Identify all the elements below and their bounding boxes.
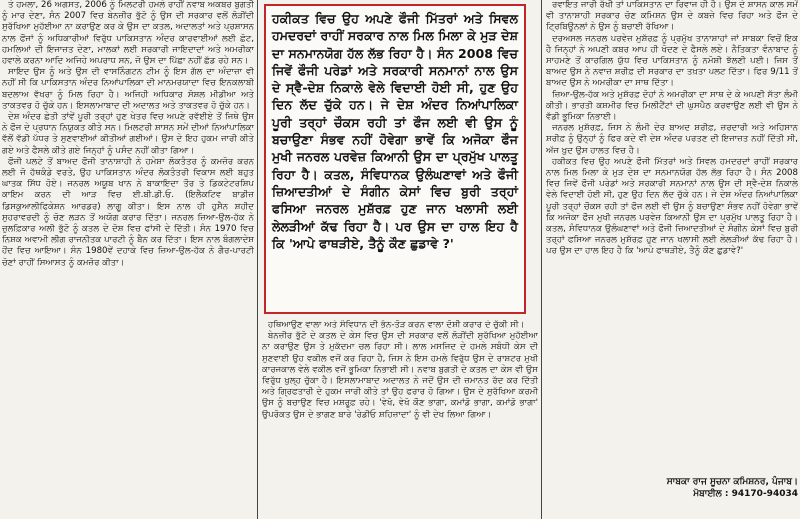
paragraph: ਹਕੀਕਤ ਵਿਚ ਉਹ ਅਪਣੇ ਫੌਜੀ ਮਿੱਤਰਾਂ ਅਤੇ ਸਿਵਲ ਹਮਦਰਦਾਂ ਰਾਹੀਂ ਸਰਕਾਰ ਨਾਲ ਮਿਲ ਮਿਲਾ ਕੇ ਮੁੜ ਦੇਸ਼ ਦਾ ਸਨਮਾਨਯੋਗ ਹੱਲ ਲੱਭ ਰਿਹਾ ਹੈ। ਸੰਨ 2008 ਵਿਚ ਜਿਵੇਂ ਫੌਜੀ ਪਰੇਡਾਂ ਅਤੇ ਸਰਕਾਰੀ ਸਨਮਾਨਾਂ ਨਾਲ ਉਸ ਦੀ ਸ੍ਵੈ-ਦੇਸ਼ ਨਿਕਾਲੇ ਵੇਲੇ ਵਿਦਾਈ ਹੋਈ ਸੀ, ਹੁਣ ਉਹ ਦਿਨ ਲੱਦ ਚੁੱਕੇ ਹਨ। ਜੇ ਦੇਸ਼ ਅੰਦਰ ਨਿਆਂਪਾਲਿਕਾ ਪੂਰੀ ਤਰ੍ਹਾਂ ਚੌਕਸ ਰਹੀ ਤਾਂ ਫੌਜ ਲਈ ਵੀ ਉਸ ਨੂੰ ਬਚਾਉਣਾ ਸੰਭਵ ਨਹੀਂ ਹੋਵੇਗਾ ਭਾਵੇਂ ਕਿ ਅਜੋਕਾ ਫੌਜ ਮੁਖੀ ਜਨਰਲ ਪਰਵੇਜ਼ ਕਿਆਨੀ ਉਸ ਦਾ ਪ੍ਰਮੁੱਖ ਪਾਲਤੂ ਰਿਹਾ ਹੈ। ਕਤਲ, ਸੰਵਿਧਾਨਕ ਉਲੰਘਣਾਵਾਂ ਅਤੇ ਫੌਜੀ ਜ਼ਿਆਦਤੀਆਂ ਦੇ ਸੰਗੀਨ ਕੇਸਾਂ ਵਿਚ ਬੁਰੀ ਤਰ੍ਹਾਂ ਫਸਿਆ ਜਨਰਲ ਮੁਸ਼ੱਰਫ਼ ਹੁਣ ਜਾਨ ਖਲਾਸੀ ਲਈ ਲੇਲੜੀਆਂ ਕੱਢ ਰਿਹਾ ਹੈ। ਪਰ ਉਸ ਦਾ ਹਾਲ ਇਹ ਹੈ ਕਿ 'ਆਪੇ ਫਾਥੜੀਏ, ਤੈਨੂੰ ਕੌਣ ਛੁਡਾਵੇ?' — [546, 156, 798, 257]
middle-text-column — [262, 320, 538, 516]
paragraph: ਫੌਜੀ ਪਲਟੇ ਤੋਂ ਬਾਅਦ ਫੌਜੀ ਤਾਨਾਸ਼ਾਹੀ ਨੇ ਹਮੇਸ਼ਾ ਲੋਕਤੰਤਰ ਨੂੰ ਕਮਜ਼ੋਰ ਕਰਨ ਲਈ ਜੋ ਹੱਥਕੰਡੇ ਵਰਤੇ, ਉਹ ਪਾਕਿਸਤਾਨ ਅੰਦਰ ਲੋਕਤੰਤਰੀ ਵਿਕਾਸ ਲਈ ਬਹੁਤ ਘਾਤਕ ਸਿੱਧ ਹੋਏ। ਜਨਰਲ ਅਯੂਬ ਖਾਨ ਨੇ ਬਾਕਾਇਦਾ ਤੌਰ ਤੇ ਡਿਕਟੇਟਰਸ਼ਿਪ ਕਾਇਮ ਕਰਨ ਦੀ ਆੜ ਵਿਚ ਈ.ਬੀ.ਡੀ.ਓ. (ਇਲੈਕਟਿਵ ਬਾਡੀਜ਼ ਡਿਸਕੁਆਲੀਫਿਕੇਸ਼ਨ ਆਰਡਰ) ਲਾਗੂ ਕੀਤਾ। ਇਸ ਨਾਲ ਹੀ ਹੁਸੈਨ ਸ਼ਹੀਦ ਸੁਹਰਾਵਰਦੀ ਨੂੰ ਚੋਣ ਲੜਨ ਤੋਂ ਅਯੋਗ ਕਰਾਰ ਦਿੱਤਾ। ਜਨਰਲ ਜ਼ਿਆ-ਉਲ-ਹੱਕ ਨੇ ਜ਼ੁਲਫ਼ਿਕਾਰ ਅਲੀ ਭੁੱਟੋ ਨੂੰ ਕਤਲ ਦੇ ਦੋਸ਼ ਵਿਚ ਫਾਂਸੀ ਦੇ ਦਿੱਤੀ। ਸੰਨ 1970 ਵਿਚ ਨਿਸ਼ਕ ਅਵਾਮੀ ਲੀਗ ਰਾਜਨੀਤਕ ਪਾਰਟੀ ਨੂੰ ਬੈਨ ਕਰ ਦਿੱਤਾ। ਇਸ ਨਾਲ ਬੰਗਲਾਦੇਸ਼ ਹੋਂਦ ਵਿਚ ਆਇਆ। ਸੰਨ 1980ਵੇਂ ਦਹਾਕੇ ਵਿਚ ਜ਼ਿਆ-ਉਲ-ਹੱਕ ਨੇ ਗੈਰ-ਪਾਰਟੀ ਚੋਣਾਂ ਰਾਹੀਂ ਸਿਆਸਤ ਨੂੰ ਕਮਜ਼ੋਰ ਕੀਤਾ। — [2, 156, 254, 268]
paragraph: ਦਰਅਸਲ ਜਨਰਲ ਪਰਵੇਜ਼ ਮੁਸ਼ੱਰਫ਼ ਨੂੰ ਪ੍ਰਮੁੱਖ ਤਾਨਾਸ਼ਾਹਾਂ ਜਾਂ ਸਾਬਕਾ ਵਿਚੋਂ ਇਕ ਹੈ ਜਿਨ੍ਹਾਂ ਨੇ ਅਪਣੀ ਕਬਰ ਆਪ ਹੀ ਖੋਦਣ ਦੇ ਫੈਸਲੇ ਲਏ। ਨੈਤਿਕਤਾ ਵੰਨਾਬਾਦ ਨੂੰ ਸਾਹਮਣੇ ਤੋਂ ਕਾਰਗਿਲ ਯੁੱਧ ਵਿਚ ਪਾਕਿਸਤਾਨ ਨੂੰ ਨਮੋਸ਼ੀ ਝੱਲਣੀ ਪਈ। ਜਿਸ ਤੋਂ ਬਾਅਦ ਉਸ ਨੇ ਨਵਾਜ਼ ਸ਼ਰੀਫ਼ ਦੀ ਸਰਕਾਰ ਦਾ ਤਖ਼ਤਾ ਪਲਟ ਦਿੱਤਾ। ਫਿਰ 9/11 ਤੋਂ ਬਾਅਦ ਉਸ ਨੇ ਅਮਰੀਕਾ ਦਾ ਸਾਥ ਦਿੱਤਾ। — [546, 33, 798, 89]
pull-quote-text: ਹਕੀਕਤ ਵਿਚ ਉਹ ਅਪਣੇ ਫੌਜੀ ਮਿੱਤਰਾਂ ਅਤੇ ਸਿਵਲ ਹਮਦਰਦਾਂ ਰਾਹੀਂ ਸਰਕਾਰ ਨਾਲ ਮਿਲ ਮਿਲਾ ਕੇ ਮੁੜ ਦੇਸ਼ ਦਾ ਸਨਮਾਨਯੋਗ ਹੱਲ ਲੱਭ ਰਿਹਾ ਹੈ। ਸੰਨ 2008 ਵਿਚ ਜਿਵੇਂ ਫੌਜੀ ਪਰੇਡਾਂ ਅਤੇ ਸਰਕਾਰੀ ਸਨਮਾਨਾਂ ਨਾਲ ਉਸ ਦੇ ਸ੍ਵੈ-ਦੇਸ਼ ਨਿਕਾਲੇ ਵੇਲੇ ਵਿਦਾਈ ਹੋਈ ਸੀ, ਹੁਣ ਉਹ ਦਿਨ ਲੱਦ ਚੁੱਕੇ ਹਨ। ਜੇ ਦੇਸ਼ ਅੰਦਰ ਨਿਆਂਪਾਲਿਕਾ ਪੂਰੀ ਤਰ੍ਹਾਂ ਚੌਕਸ ਰਹੀ ਤਾਂ ਫੌਜ ਲਈ ਵੀ ਉਸ ਨੂੰ ਬਚਾਉਣਾ ਸੰਭਵ ਨਹੀਂ ਹੋਵੇਗਾ ਭਾਵੇਂ ਕਿ ਅਜੋਕਾ ਫੌਜ ਮੁਖੀ ਜਨਰਲ ਪਰਵੇਜ਼ ਕਿਆਨੀ ਉਸ ਦਾ ਪ੍ਰਮੁੱਖ ਪਾਲਤੂ ਰਿਹਾ ਹੈ। ਕਤਲ, ਸੰਵਿਧਾਨਕ ਉਲੰਘਣਾਵਾਂ ਅਤੇ ਫੌਜੀ ਜ਼ਿਆਦਤੀਆਂ ਦੇ ਸੰਗੀਨ ਕੇਸਾਂ ਵਿਚ ਬੁਰੀ ਤਰ੍ਹਾਂ ਫਸਿਆ ਜਨਰਲ ਮੁਸ਼ੱਰਫ਼ ਹੁਣ ਜਾਨ ਖਲਾਸੀ ਲਈ ਲੇਲੜੀਆਂ ਕੱਢ ਰਿਹਾ ਹੈ। ਪਰ ਉਸ ਦਾ ਹਾਲ ਇਹ ਹੈ ਕਿ 'ਆਪੇ ਫਾਥੜੀਏ, ਤੈਨੂੰ ਕੌਣ ਛੁਡਾਵੇ ?' — [272, 11, 518, 251]
paragraph: ਜਨਰਲ ਮੁਸ਼ੱਰਫ਼, ਜਿਸ ਨੇ ਲੰਮੀ ਦੇਰ ਬਾਅਦ ਸ਼ਰੀਫ਼, ਜ਼ਰਦਾਰੀ ਅਤੇ ਅਹਿਸਾਨ ਸ਼ਰੀਫ਼ ਨੂੰ ਉਨ੍ਹਾਂ ਨੂੰ ਫਿਰ ਕਦੇ ਵੀ ਦੇਸ਼ ਅੰਦਰ ਪਰਤਣ ਦੀ ਇਜਾਜ਼ਤ ਨਹੀਂ ਦਿੱਤੀ ਸੀ, ਅੱਜ ਖ਼ੁਦ ਉਸ ਹਾਲਤ ਵਿਚ ਹੈ। — [546, 123, 798, 156]
right-text-column — [546, 0, 798, 474]
paragraph: ਹਥਿਆਉਣ ਵਾਲਾ ਅਤੇ ਸੰਵਿਧਾਨ ਦੀ ਭੰਨ-ਤੋੜ ਕਰਨ ਵਾਲਾ ਦੋਸ਼ੀ ਕਰਾਰ ਦੇ ਚੁੱਕੀ ਸੀ। — [268, 320, 525, 330]
paragraph: ਬੇਨਜ਼ੀਰ ਭੁੱਟੋ ਦੇ ਕਤਲ ਦੇ ਕੇਸ ਵਿਚ ਉਸ ਦੀ ਸਰਕਾਰ ਵਲੋਂ ਲੋੜੀਂਦੀ ਸੁਰੱਖਿਆ ਮੁਹੱਈਆ ਨਾ ਕਰਾਉਣ ਉਸ ਤੇ ਮੁਕੱਦਮਾ ਚਲ ਰਿਹਾ ਸੀ। ਲਾਲ ਮਸਜਿਦ ਦੇ ਹਮਲੇ ਸਬੰਧੀ ਕੇਸ ਦੀ ਸੁਣਵਾਈ ਉਹ ਵਕੀਲ ਵਜੋਂ ਕਰ ਰਿਹਾ ਹੈ, ਜਿਸ ਨੇ ਇਸ ਹਮਲੇ ਵਿਰੁੱਧ ਉਸ ਦੇ ਰਾਸ਼ਟਰ ਮੁਖੀ ਕਾਰਜਕਾਲ ਵੇਲੇ ਵਕੀਲ ਵਜੋਂ ਭੂਮਿਕਾ ਨਿਭਾਈ ਸੀ। ਨਵਾਬ ਬੁਗਤੀ ਦੇ ਕਤਲ ਦਾ ਕੇਸ ਵੀ ਉਸ ਵਿਰੁੱਧ ਖੁਲ੍ਹ ਚੁੱਕਾ ਹੈ। ਇਸਲਾਮਾਬਾਦ ਅਦਾਲਤ ਨੇ ਜਦੋਂ ਉਸ ਦੀ ਜ਼ਮਾਨਤ ਰੱਦ ਕਰ ਦਿੱਤੀ ਅਤੇ ਗ੍ਰਿਫਤਾਰੀ ਦੇ ਹੁਕਮ ਜਾਰੀ ਕੀਤੇ ਤਾਂ ਉਹ ਫਰਾਰ ਹੋ ਗਿਆ। ਉਸ ਦੇ ਸੁਰੱਖਿਆ ਕਰਮੀ ਉਸ ਨੂੰ ਬਚਾਉਣ ਵਿਚ ਮਸ਼ਰੂਫ਼ ਰਹੇ। 'ਵੇਖੋ, ਵੇਖੋ ਕੌਣ ਭਾਗਾ, ਕਮਾਂਡੋ ਭਾਗਾ, ਕਮਾਂਡੋ ਭਾਗਾ' ਉਪਰੋਕਤ ਉਸ ਦੇ ਭਾਗਣ ਬਾਰੇ 'ਰੇਡੀਓ ਸ਼ਹਿਜ਼ਾਦਾ' ਨੂੰ ਵੀ ਦੇਖ ਲਿਆ ਗਿਆ। — [262, 331, 538, 420]
author-signature — [546, 476, 798, 500]
author-byline: ਸਾਬਕਾ ਰਾਜ ਸੂਚਨਾ ਕਮਿਸ਼ਨਰ, ਪੰਜਾਬ। — [666, 477, 798, 487]
column-divider — [257, 0, 258, 519]
paragraph: ਦੇਸ਼ ਅੰਦਰ ਛੇਤੀ ਤਾਂਵੇਂ ਪੂਰੀ ਤਰ੍ਹਾਂ ਹੁਣ ਖੇਤਰ ਵਿਚ ਅਪਣੇ ਰਵੱਈਏ ਤੋਂ ਜਿਥੇ ਉਸ ਨੇ ਫੌਜ ਦੇ ਪ੍ਰਧਾਨ ਨਿਯੁਕਤ ਕੀਤੇ ਸਨ। ਮਿਲਟਰੀ ਸ਼ਾਸਨ ਸਮੇਂ ਦੀਆਂ ਨਿਆਂਪਾਲਿਕਾ ਵੱਲੋਂ ਵੱਡੀ ਪੱਧਰ ਤੇ ਸੁਣਵਾਈਆਂ ਕੀਤੀਆਂ ਗਈਆਂ। ਉਸ ਦੇ ਇਹ ਹੁਕਮ ਜਾਰੀ ਕੀਤੇ ਗਏ ਅਤੇ ਫੈਸਲੇ ਕੀਤੇ ਗਏ ਜਿਨ੍ਹਾਂ ਨੂੰ ਪਸੰਦ ਨਹੀਂ ਕੀਤਾ ਗਿਆ। — [2, 112, 254, 156]
column-divider — [541, 0, 542, 519]
left-text-column — [2, 0, 254, 519]
paragraph: ਰਵਾਇਤ ਜਾਰੀ ਰੱਖੀ ਤਾਂ ਪਾਕਿਸਤਾਨ ਦਾ ਰਿਵਾਜ ਹੀ ਹੈ। ਉਸ ਦੇ ਸ਼ਾਸਨ ਕਾਲ ਸਮੇਂ ਵੀ ਤਾਨਾਸ਼ਾਹੀ ਸਰਕਾਰ ਚੋਣ ਕਮਿਸ਼ਨ ਉਸ ਦੇ ਕਬਜ਼ੇ ਵਿਚ ਰਿਹਾ ਅਤੇ ਫੌਜ ਦੇ ਟ੍ਰਿਬਿਊਨਲਾਂ ਨੇ ਉਸ ਨੂੰ ਬਚਾਈ ਰੱਖਿਆ। — [546, 0, 798, 33]
paragraph: ਜ਼ਿਆ-ਉਲ-ਹੱਕ ਅਤੇ ਮੁਸ਼ੱਰਫ਼ ਦੋਹਾਂ ਨੇ ਅਮਰੀਕਾ ਦਾ ਸਾਥ ਦੇ ਕੇ ਅਪਣੀ ਸੱਤਾ ਲੰਮੀ ਕੀਤੀ। ਭਾਰਤੀ ਕਸ਼ਮੀਰ ਵਿਚ ਮਿਲੀਟੈਂਟਾਂ ਦੀ ਘੁਸਪੈਠ ਕਰਵਾਉਣ ਲਈ ਵੀ ਉਸ ਨੇ ਵੱਡੀ ਭੂਮਿਕਾ ਨਿਭਾਈ। — [546, 89, 798, 123]
author-mobile: ਮੋਬਾਈਲ : 94170-94034 — [693, 489, 798, 499]
pull-quote-box — [264, 4, 526, 314]
paragraph: ਤੇ ਹਮਲਾ, 26 ਅਗਸਤ, 2006 ਨੂੰ ਮਿਲਟਰੀ ਹਮਲੇ ਰਾਹੀਂ ਨਵਾਬ ਅਕਬਰ ਬੁਗਤੀ ਨੂੰ ਮਾਰ ਦੇਣਾ, ਸੰਨ 2007 ਵਿਚ ਬੇਨਜ਼ੀਰ ਭੁੱਟੋ ਨੂੰ ਉਸ ਦੀ ਸਰਕਾਰ ਵਲੋਂ ਲੋੜੀਂਦੀ ਸੁਰੱਖਿਆ ਮੁਹੱਈਆ ਨਾ ਕਰਾਉਣ ਕਰ ਕੇ ਉਸ ਦਾ ਕਤਲ, ਅਦਾਲਤਾਂ ਅਤੇ ਪ੍ਰਸ਼ਾਸਨ ਨਾਲ ਫੌਜਾਂ ਨੂੰ ਅਧਿਕਾਰੀਆਂ ਵਿਰੁੱਧ ਪਾਕਿਸਤਾਨ ਅੰਦਰ ਕਾਰਵਾਈਆਂ ਲਈ ਛੋਟ, ਹਮਲਿਆਂ ਦੀ ਇਜਾਜ਼ਤ ਦੇਣਾ, ਮਾਲਕਾਂ ਲਈ ਸਰਕਾਰੀ ਜਾਇਦਾਦਾਂ ਅਤੇ ਅਮਰੀਕਾ ਹਵਾਲੇ ਕਰਨਾ ਆਦਿ ਅਜਿਹੇ ਅਪਰਾਧ ਸਨ, ਜੋ ਉਸ ਦਾ ਪਿੱਛਾ ਨਹੀਂ ਛੱਡ ਰਹੇ ਸਨ। — [2, 0, 254, 67]
paragraph: ਸਾਇਦ ਉਸ ਨੂੰ ਅਤੇ ਉਸ ਦੀ ਵਾਸਨਿੰਗਟਨ ਟੀਮ ਨੂੰ ਇਸ ਗੱਲ ਦਾ ਅੰਦਾਜ਼ਾ ਵੀ ਨਹੀਂ ਸੀ ਕਿ ਪਾਕਿਸਤਾਨ ਅੰਦਰ ਨਿਆਂਪਾਲਿਕਾ ਦੀ ਮਾਨਮਰਯਾਦਾ ਵਿਚ ਇਨਕਲਾਬੀ ਬਦਲਾਅ ਵੱਖਰਾ ਨੂੰ ਮਿਲ ਰਿਹਾ ਹੈ। ਅਜਿਹੀ ਅਧਿਕਾਰ ਸੋਸ਼ਲ ਮੀਡੀਆ ਅਤੇ ਤਾਕਤਵਰ ਹੋ ਚੁੱਕੇ ਹਨ। ਇਸਲਾਮਾਬਾਦ ਦੀ ਅਦਾਲਤ ਅਤੇ ਤਾਕਤਵਰ ਹੋ ਚੁੱਕੇ ਹਨ। — [2, 67, 254, 111]
